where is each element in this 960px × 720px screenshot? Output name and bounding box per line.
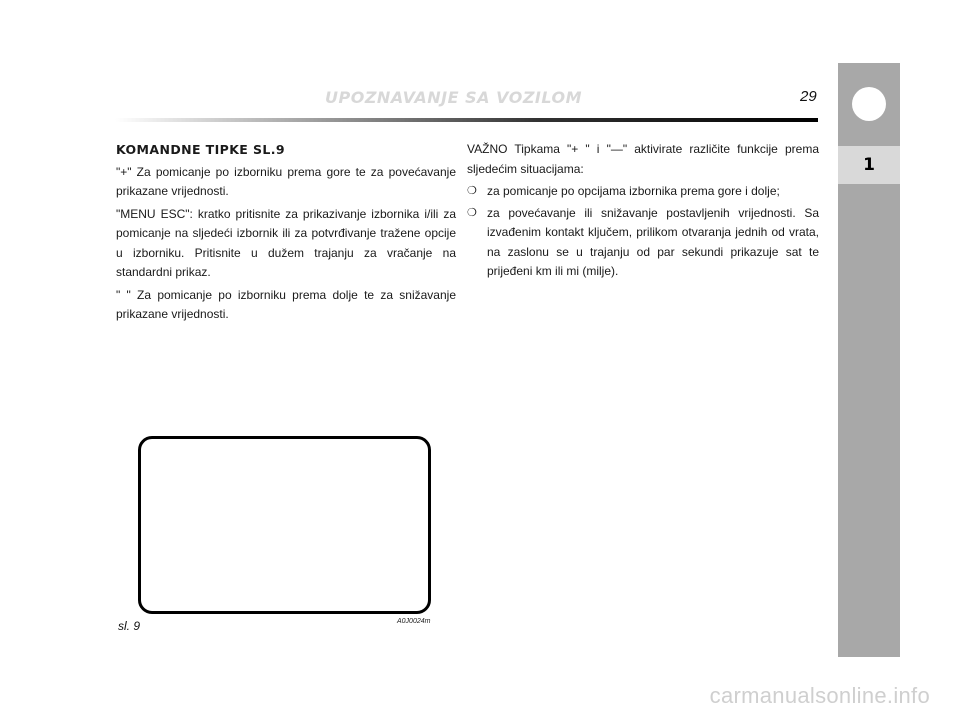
right-column bbox=[467, 140, 819, 284]
left-column bbox=[116, 140, 456, 328]
paragraph-plus: "+" Za pomicanje po izborniku prema gore te za povećavanje prikazane vrijednosti. bbox=[116, 164, 456, 198]
list-item-text: za povećavanje ili snižavanje postavljenih vrijednosti. Sa izvađenim kontakt ključem, prilikom otvaranja jednih od vrata, na zaslonu se u trajanju od par sekundi prikazuje sat te prijeđeni km ili mi (milje). bbox=[487, 205, 819, 278]
list-item-text: za pomicanje po opcijama izbornika prema gore i dolje; bbox=[487, 184, 780, 198]
chapter-number: 1 bbox=[838, 146, 900, 184]
chapter-circle-icon bbox=[852, 87, 886, 121]
header-rule bbox=[115, 118, 818, 122]
figure-code: A0J0024m bbox=[397, 618, 431, 625]
important-note: VAŽNO Tipkama "+ " i "—" aktivirate različite funkcije prema sljedećim situacijama: bbox=[467, 142, 819, 176]
watermark: carmanualsonline.info bbox=[709, 683, 930, 708]
paragraph-minus: " " Za pomicanje po izborniku prema dolje te za snižavanje prikazane vrijednosti. bbox=[116, 287, 456, 321]
figure-label: sl. 9 bbox=[118, 619, 141, 633]
figure-frame bbox=[138, 436, 431, 614]
bullet-icon: ❍ bbox=[467, 185, 477, 197]
page-number: 29 bbox=[800, 88, 817, 105]
bullet-icon: ❍ bbox=[467, 206, 477, 219]
paragraph-menu-esc: "MENU ESC": kratko pritisnite za prikazivanje izbornika i/ili za pomicanje na sljedeći izbornik ili za potvrđivanje tražene opcije u izborniku. Pritisnite u dužem trajanju za vračanje na standardni prikaz. bbox=[116, 206, 456, 279]
list-item bbox=[467, 182, 819, 202]
section-heading: KOMANDNE TIPKE SL.9 bbox=[116, 142, 285, 157]
list-item bbox=[467, 204, 819, 282]
header-title: UPOZNAVANJE SA VOZILOM bbox=[325, 88, 583, 107]
